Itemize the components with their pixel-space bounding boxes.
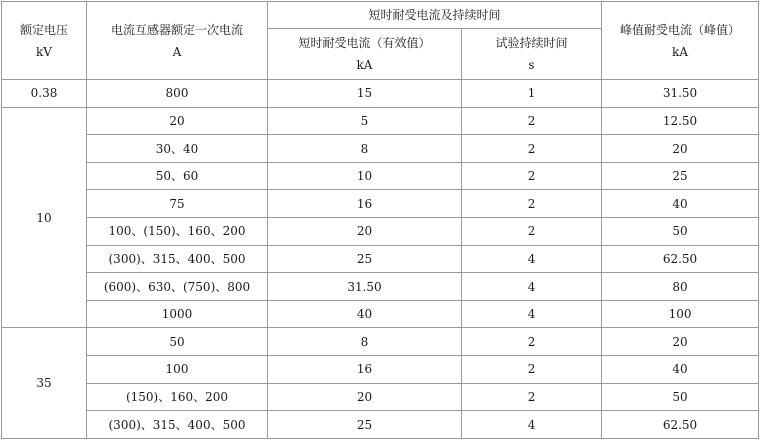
table-row <box>2 411 759 439</box>
header-peak <box>602 2 759 80</box>
current-cell: 100 <box>87 356 268 384</box>
short-time-current-cell: 25 <box>268 411 462 439</box>
duration-cell: 2 <box>462 383 602 411</box>
short-time-current-cell: 8 <box>268 135 462 163</box>
withstand-current-table <box>1 1 759 439</box>
current-cell: (600)、630、(750)、800 <box>87 273 268 301</box>
peak-current-cell: 80 <box>602 273 759 301</box>
header-voltage <box>2 2 87 80</box>
duration-cell: 4 <box>462 411 602 439</box>
peak-current-cell: 62.50 <box>602 411 759 439</box>
table-row <box>2 245 759 273</box>
voltage-cell: 10 <box>2 107 87 328</box>
current-cell: (300)、315、400、500 <box>87 245 268 273</box>
short-time-current-cell: 10 <box>268 162 462 190</box>
peak-current-cell: 20 <box>602 328 759 356</box>
table-row <box>2 328 759 356</box>
duration-cell: 2 <box>462 135 602 163</box>
peak-current-cell: 62.50 <box>602 245 759 273</box>
header-current <box>87 2 268 80</box>
current-cell: 50 <box>87 328 268 356</box>
duration-cell: 2 <box>462 356 602 384</box>
header-duration-unit: s <box>528 58 535 72</box>
duration-cell: 4 <box>462 300 602 328</box>
voltage-cell: 35 <box>2 328 87 439</box>
header-peak-label: 峰值耐受电流（峰值） <box>620 22 741 37</box>
peak-current-cell: 25 <box>602 162 759 190</box>
duration-cell: 2 <box>462 218 602 246</box>
header-short-time-current-unit: kA <box>356 58 373 72</box>
peak-current-cell: 20 <box>602 135 759 163</box>
table-row <box>2 162 759 190</box>
table-row <box>2 273 759 301</box>
table-row <box>2 356 759 384</box>
table-row <box>2 300 759 328</box>
short-time-current-cell: 40 <box>268 300 462 328</box>
current-cell: 30、40 <box>87 135 268 163</box>
short-time-current-cell: 16 <box>268 356 462 384</box>
current-cell: 100、(150)、160、200 <box>87 218 268 246</box>
peak-current-cell: 12.50 <box>602 107 759 135</box>
current-cell: 50、60 <box>87 162 268 190</box>
duration-cell: 2 <box>462 190 602 218</box>
table-body <box>2 80 759 439</box>
duration-cell: 4 <box>462 245 602 273</box>
short-time-current-cell: 25 <box>268 245 462 273</box>
header-peak-unit: kA <box>672 44 688 59</box>
peak-current-cell: 40 <box>602 356 759 384</box>
short-time-current-cell: 16 <box>268 190 462 218</box>
header-current-label: 电流互感器额定一次电流 <box>110 22 243 37</box>
header-voltage-unit: kV <box>36 44 52 59</box>
peak-current-cell: 31.50 <box>602 80 759 108</box>
peak-current-cell: 100 <box>602 300 759 328</box>
table-row <box>2 190 759 218</box>
duration-cell: 1 <box>462 80 602 108</box>
table-row <box>2 107 759 135</box>
table-row <box>2 383 759 411</box>
current-cell: 75 <box>87 190 268 218</box>
current-cell: 1000 <box>87 300 268 328</box>
header-short-time-current-label: 短时耐受电流（有效值） <box>298 36 431 50</box>
current-cell: (150)、160、200 <box>87 383 268 411</box>
short-time-current-cell: 8 <box>268 328 462 356</box>
peak-current-cell: 50 <box>602 218 759 246</box>
duration-cell: 2 <box>462 328 602 356</box>
peak-current-cell: 50 <box>602 383 759 411</box>
header-current-unit: A <box>172 44 182 59</box>
short-time-current-cell: 15 <box>268 80 462 108</box>
table-row <box>2 80 759 108</box>
peak-current-cell: 40 <box>602 190 759 218</box>
voltage-cell: 0.38 <box>2 80 87 108</box>
header-duration <box>462 29 602 80</box>
duration-cell: 2 <box>462 107 602 135</box>
duration-cell: 2 <box>462 162 602 190</box>
header-short-time-current <box>268 29 462 80</box>
header-voltage-label: 额定电压 <box>19 22 68 37</box>
header-duration-label: 试验持续时间 <box>495 36 568 50</box>
short-time-current-cell: 20 <box>268 218 462 246</box>
short-time-current-cell: 31.50 <box>268 273 462 301</box>
short-time-current-cell: 20 <box>268 383 462 411</box>
current-cell: (300)、315、400、500 <box>87 411 268 439</box>
header-short-time-group: 短时耐受电流及持续时间 <box>268 2 602 29</box>
current-cell: 800 <box>87 80 268 108</box>
current-cell: 20 <box>87 107 268 135</box>
header-row-1 <box>2 2 759 29</box>
short-time-current-cell: 5 <box>268 107 462 135</box>
table-row <box>2 218 759 246</box>
table-row <box>2 135 759 163</box>
duration-cell: 4 <box>462 273 602 301</box>
